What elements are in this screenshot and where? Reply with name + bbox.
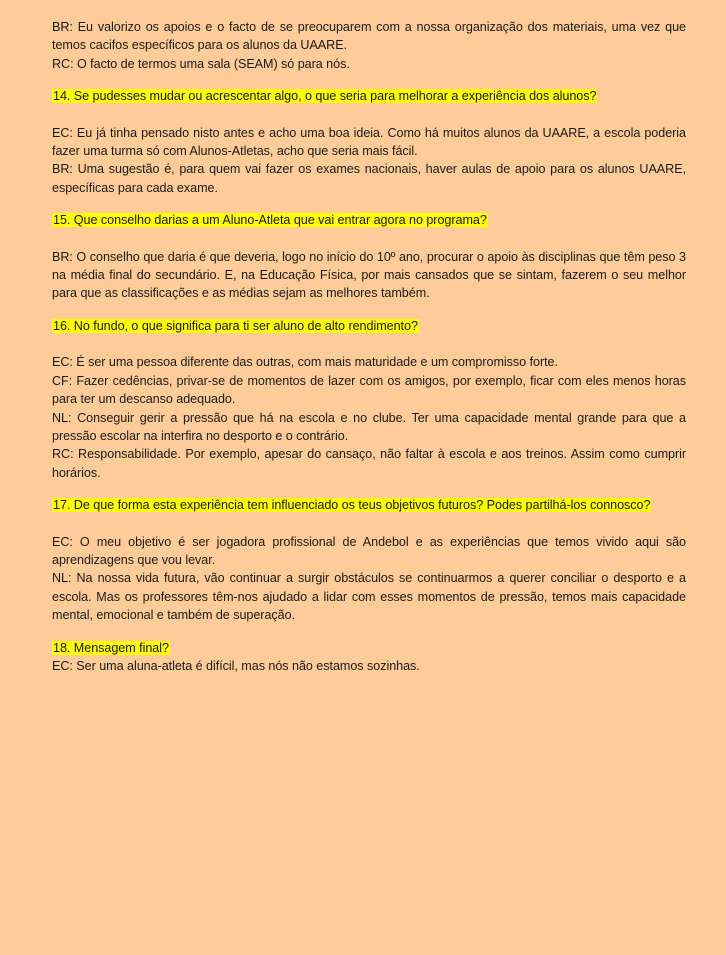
question-paragraph — [52, 317, 686, 335]
answer-paragraph: BR: Eu valorizo os apoios e o facto de se preocuparem com a nossa organização dos materiais, uma vez que temos cacifos específicos para os alunos da UAARE. — [52, 20, 686, 53]
answer-paragraph: BR: O conselho que daria é que deveria, logo no início do 10º ano, procurar o apoio às disciplinas que têm peso 3 na média final do secundário. E, na Educação Física, por mais cansados que se sintam, fazerem o seu melhor para que as classificações e as médias sejam as melhores também. — [52, 249, 686, 301]
answer-paragraph: BR: Uma sugestão é, para quem vai fazer os exames nacionais, haver aulas de apoio para os alunos UAARE, específicas para cada exame. — [52, 162, 686, 195]
answer-paragraph: NL: Conseguir gerir a pressão que há na escola e no clube. Ter uma capacidade mental grande para que a pressão escolar na interfira no desporto e o contrário. — [52, 410, 686, 443]
question-paragraph — [52, 87, 686, 105]
answer-paragraph: CF: Fazer cedências, privar-se de momentos de lazer com os amigos, por exemplo, ficar com eles menos horas para ter um descanso adequado. — [52, 373, 686, 407]
question-highlight: 15. Que conselho darias a um Aluno-Atleta que vai entrar agora no programa? — [53, 213, 487, 228]
answer-paragraph: EC: É ser uma pessoa diferente das outras, com mais maturidade e um compromisso forte. — [52, 355, 558, 370]
question-highlight: 18. Mensagem final? — [53, 640, 169, 655]
answer-paragraph: EC: Ser uma aluna-atleta é difícil, mas nós não estamos sozinhas. — [52, 658, 420, 673]
question-paragraph — [52, 639, 686, 657]
answer-paragraph: RC: O facto de termos uma sala (SEAM) só para nós. — [52, 56, 350, 71]
question-paragraph — [52, 211, 686, 229]
answer-paragraph: NL: Na nossa vida futura, vão continuar a surgir obstáculos se continuarmos a querer conciliar o desporto e a escola. Mas os professores têm-nos ajudado a lidar com esses momentos de pressão, temos mais capacidade mental, emocional e também de superação. — [52, 571, 686, 623]
question-highlight: 16. No fundo, o que significa para ti ser aluno de alto rendimento? — [53, 318, 418, 333]
question-highlight: 14. Se pudesses mudar ou acrescentar algo, o que seria para melhorar a experiência dos alunos? — [53, 89, 597, 104]
answer-paragraph: EC: Eu já tinha pensado nisto antes e acho uma boa ideia. Como há muitos alunos da UAARE, a escola poderia fazer uma turma só com Alunos-Atletas, acho que seria mais fácil. — [52, 125, 686, 159]
answer-paragraph: EC: O meu objetivo é ser jogadora profissional de Andebol e as experiências que temos vivido aqui são aprendizagens que vou levar. — [52, 534, 686, 567]
question-highlight: 17. De que forma esta experiência tem influenciado os teus objetivos futuros? Podes partilhá-los connosco? — [53, 498, 651, 513]
answer-paragraph: RC: Responsabilidade. Por exemplo, apesar do cansaço, não faltar à escola e aos treinos. Assim como cumprir horários. — [52, 447, 686, 480]
question-paragraph — [52, 496, 686, 514]
